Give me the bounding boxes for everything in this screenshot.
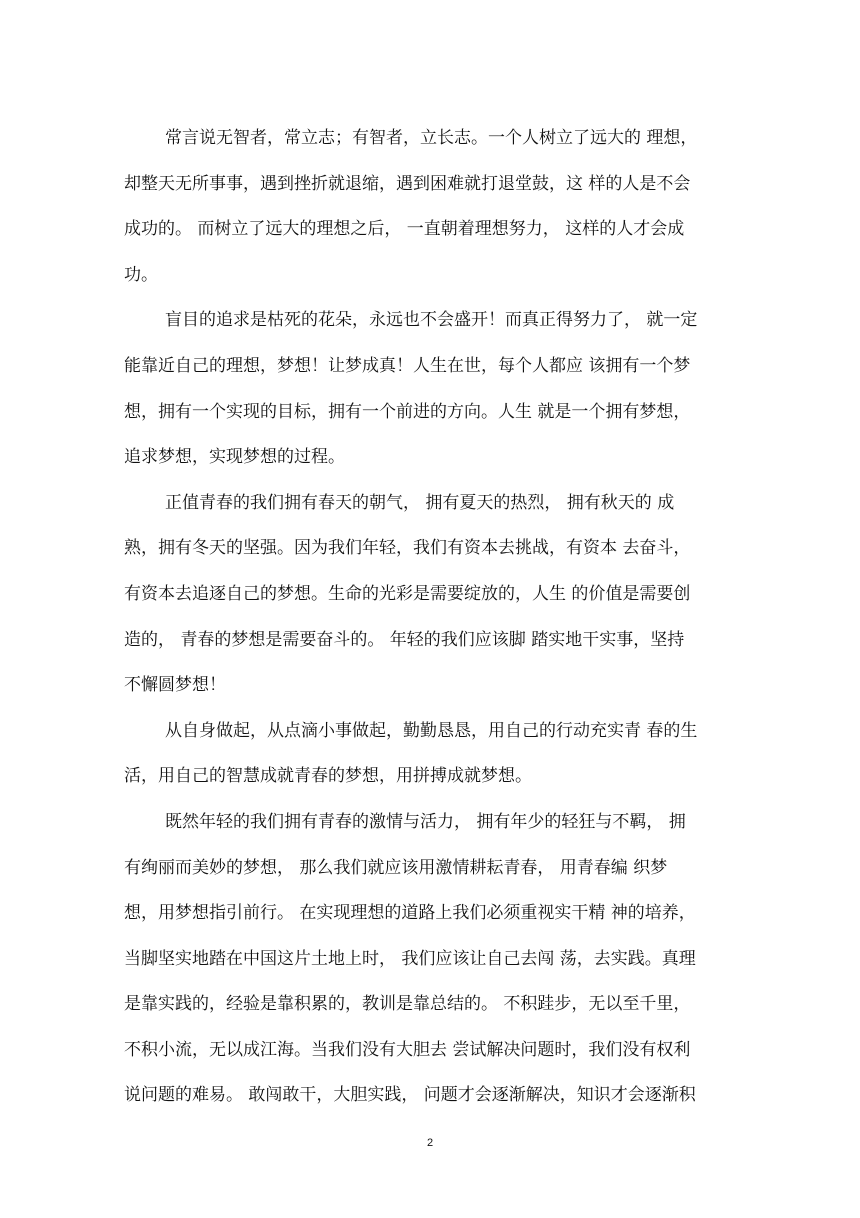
paragraph-1-line-1: 常言说无智者，常立志；有智者，立长志。一个人树立了远大的 理想， xyxy=(165,128,698,148)
paragraph-2-line-1: 盲目的追求是枯死的花朵，永远也不会盛开！而真正得努力了， 就一定 xyxy=(165,310,698,331)
paragraph-5-line-3: 想，用梦想指引前行。 在实现理想的道路上我们必须重视实干精 神的培养， xyxy=(124,903,696,924)
paragraph-5-line-2: 有绚丽而美妙的梦想， 那么我们就应该用激情耕耘青春， 用青春编 织梦 xyxy=(124,857,668,878)
paragraph-3-line-4: 造的， 青春的梦想是需要奋斗的。 年轻的我们应该脚 踏实地干实事，坚持 xyxy=(124,629,685,650)
document-body xyxy=(124,116,744,1119)
paragraph-1-line-3: 成功的。 而树立了远大的理想之后， 一直朝着理想努力， 这样的人才会成 xyxy=(124,219,685,240)
paragraph-1-line-2: 却整天无所事事，遇到挫折就退缩，遇到困难就打退堂鼓，这 样的人是不会 xyxy=(124,173,691,194)
paragraph-5-line-6: 不积小流，无以成江海。当我们没有大胆去 尝试解决问题时，我们没有权利 xyxy=(124,1039,691,1060)
paragraph-1-line-4: 功。 xyxy=(124,264,158,285)
paragraph-5-line-7: 说问题的难易。 敢闯敢干，大胆实践， 问题才会逐渐解决，知识才会逐渐积 xyxy=(124,1085,696,1106)
page-number: 2 xyxy=(426,1137,434,1149)
paragraph-2-line-3: 想，拥有一个实现的目标，拥有一个前进的方向。人生 就是一个拥有梦想， xyxy=(124,401,691,422)
paragraph-2-line-4: 追求梦想，实现梦想的过程。 xyxy=(124,447,345,468)
paragraph-5-line-4: 当脚坚实地踏在中国这片土地上时， 我们应该让自己去闯 荡，去实践。真理 xyxy=(124,948,696,969)
paragraph-3-line-2: 熟，拥有冬天的坚强。因为我们年轻，我们有资本去挑战，有资本 去奋斗， xyxy=(124,538,691,559)
paragraph-5-line-5: 是靠实践的，经验是靠积累的，教训是靠总结的。 不积跬步，无以至千里， xyxy=(124,994,691,1015)
paragraph-2-line-2: 能靠近自己的理想，梦想！让梦成真！人生在世，每个人都应 该拥有一个梦 xyxy=(124,355,691,376)
paragraph-3-line-1: 正值青春的我们拥有春天的朝气， 拥有夏天的热烈， 拥有秋天的 成 xyxy=(165,492,675,513)
paragraph-5-line-1: 既然年轻的我们拥有青春的激情与活力， 拥有年少的轻狂与不羁， 拥 xyxy=(165,811,686,832)
paragraph-4-line-2: 活，用自己的智慧成就青春的梦想，用拼搏成就梦想。 xyxy=(124,766,532,787)
paragraph-3-line-5: 不懈圆梦想！ xyxy=(124,675,226,696)
paragraph-4-line-1: 从自身做起，从点滴小事做起，勤勤恳恳，用自己的行动充实青 春的生 xyxy=(165,720,698,741)
paragraph-3-line-3: 有资本去追逐自己的梦想。生命的光彩是需要绽放的，人生 的价值是需要创 xyxy=(124,583,691,604)
